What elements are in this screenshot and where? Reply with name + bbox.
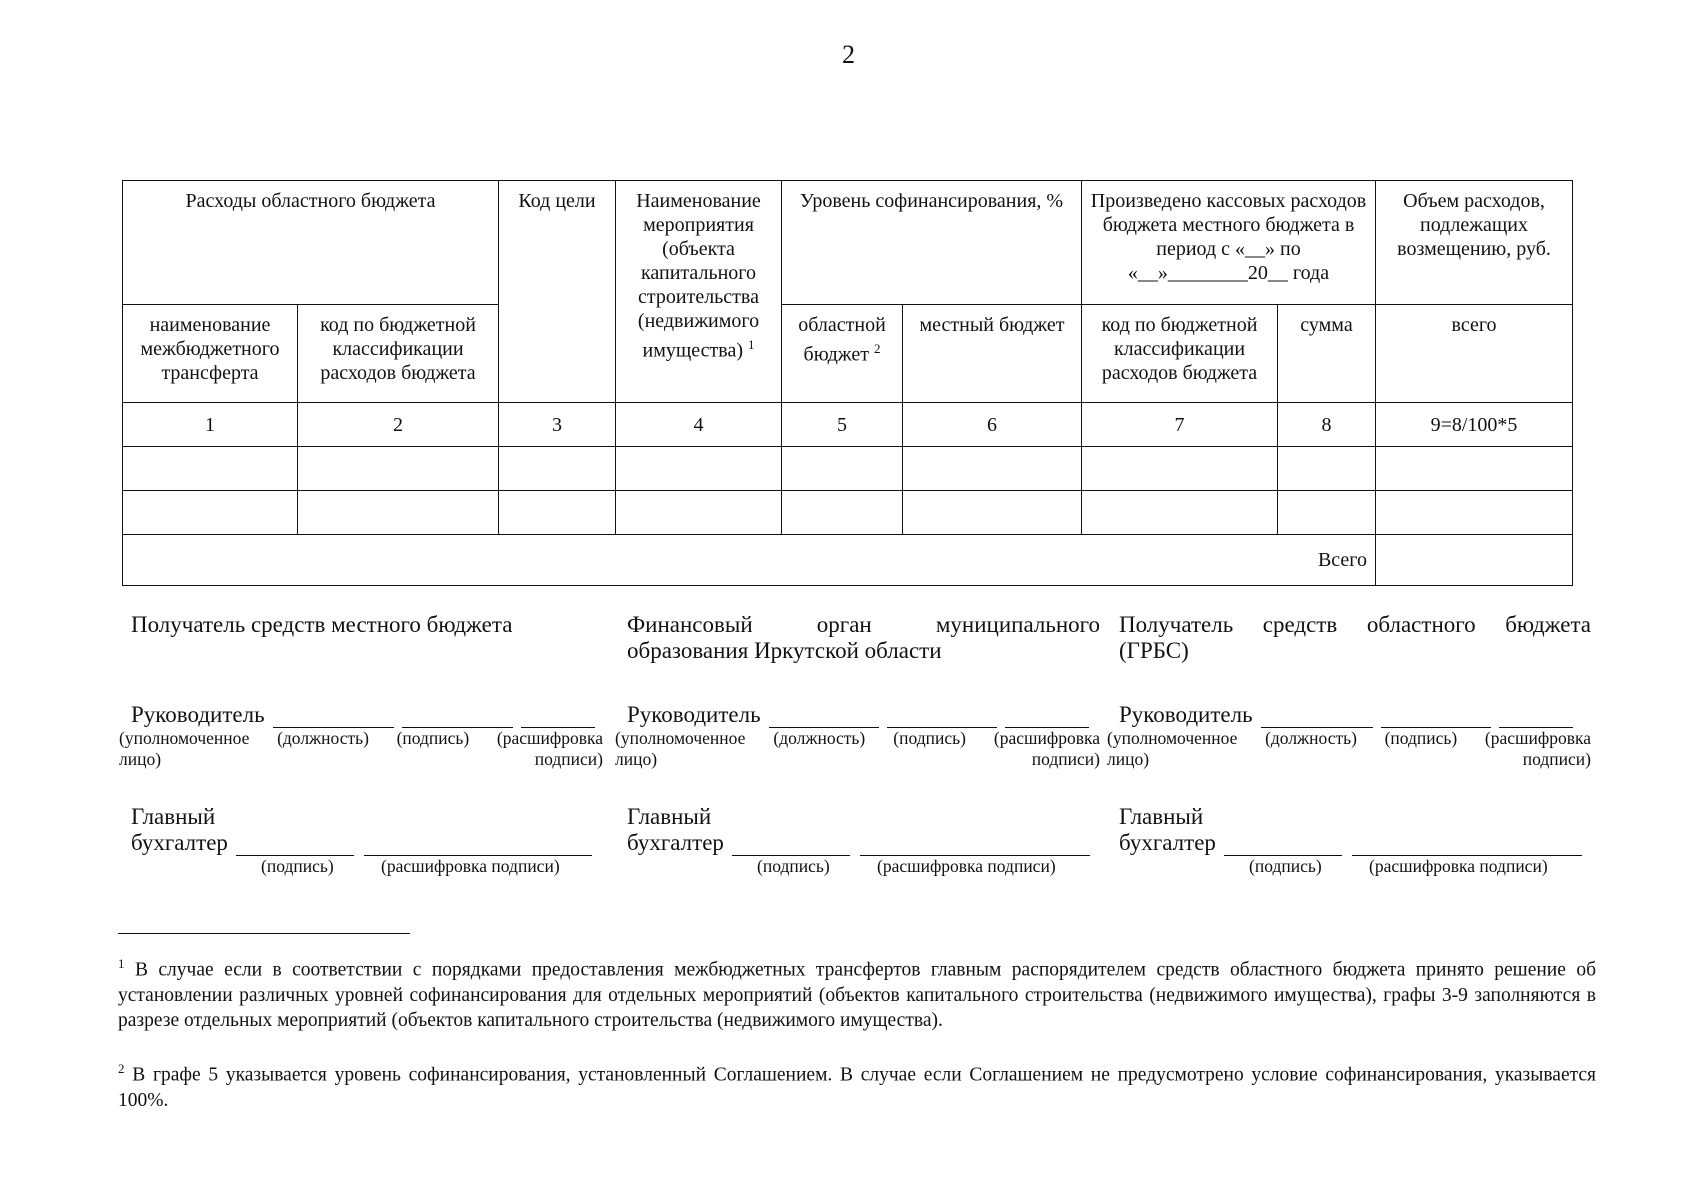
header-measure-name bbox=[616, 181, 782, 403]
role-head-label: Руководитель bbox=[1119, 702, 1253, 727]
label-signature: (подпись) bbox=[396, 728, 470, 748]
header-goal-code: Код цели bbox=[499, 181, 616, 403]
footnote-2 bbox=[118, 1056, 1596, 1113]
table-cell[interactable] bbox=[298, 491, 499, 535]
signature-line[interactable] bbox=[1381, 705, 1491, 728]
page-number: 2 bbox=[842, 40, 855, 69]
header-regional-budget-text: областной бюджет bbox=[798, 314, 886, 366]
label-transcript-2: подписи) bbox=[1522, 749, 1591, 769]
column-number: 7 bbox=[1082, 403, 1278, 447]
transcript-line[interactable] bbox=[860, 833, 1090, 856]
column-number: 4 bbox=[616, 403, 782, 447]
footnote-divider bbox=[118, 933, 410, 934]
table-cell[interactable] bbox=[903, 491, 1082, 535]
table-cell[interactable] bbox=[903, 447, 1082, 491]
footnote-ref-2: 2 bbox=[873, 341, 881, 356]
column-number: 3 bbox=[499, 403, 616, 447]
label-signature-transcript: (расшифровка подписи) bbox=[381, 856, 560, 876]
org-name: Финансовый орган муниципального образования Иркутской области bbox=[627, 612, 1100, 663]
role-chief-accountant-label-2: бухгалтер bbox=[1119, 830, 1216, 855]
role-chief-accountant-label-1: Главный bbox=[131, 804, 216, 829]
total-label: Всего bbox=[123, 535, 1376, 586]
column-number: 6 bbox=[903, 403, 1082, 447]
expenses-table bbox=[122, 180, 1573, 586]
table-cell[interactable] bbox=[782, 447, 903, 491]
header-expenses-regional: Расходы областного бюджета bbox=[123, 181, 499, 305]
label-transcript-2: подписи) bbox=[534, 749, 603, 769]
total-row bbox=[123, 535, 1573, 586]
header-transfer-name: наименование межбюджетного трансферта bbox=[123, 305, 298, 403]
column-number: 5 bbox=[782, 403, 903, 447]
table-cell[interactable] bbox=[123, 447, 298, 491]
label-authorized: (уполномоченное bbox=[119, 728, 250, 748]
role-chief-accountant-label-2: бухгалтер bbox=[627, 830, 724, 855]
header-budget-class-code: код по бюджетной классификации расходов бюджета bbox=[298, 305, 499, 403]
table-cell[interactable] bbox=[616, 491, 782, 535]
table-cell[interactable] bbox=[499, 447, 616, 491]
signature-line[interactable] bbox=[732, 833, 850, 856]
label-transcript: (расшифровка bbox=[993, 728, 1100, 748]
footnote-text: В случае если в соответствии с порядками предоставления межбюджетных трансфертов главным распорядителем средств областного бюджета принято решение об установлении различных уровней софинансирования для отдельных мероприятий (объектов капитального строительства (недвижимого имущества), графы 3-9 заполняются в разрезе отдельных мероприятий (объектов капитального строительства (недвижимого имущества). bbox=[118, 959, 1596, 1031]
label-transcript-2: подписи) bbox=[1031, 749, 1100, 769]
table-cell[interactable] bbox=[782, 491, 903, 535]
header-regional-budget bbox=[782, 305, 903, 403]
label-signature-transcript: (расшифровка подписи) bbox=[1369, 856, 1548, 876]
role-head-label: Руководитель bbox=[131, 702, 265, 727]
column-number: 1 bbox=[123, 403, 298, 447]
header-measure-name-text: Наименование мероприятия (объекта капитального строительства (недвижимого имущества) bbox=[636, 190, 761, 362]
label-person: лицо) bbox=[1107, 749, 1150, 769]
label-person: лицо) bbox=[119, 749, 162, 769]
label-signature: (подпись) bbox=[1249, 856, 1322, 876]
footnote-mark: 2 bbox=[118, 1061, 125, 1076]
table-cell[interactable] bbox=[1376, 447, 1573, 491]
transcript-line[interactable] bbox=[364, 833, 592, 856]
label-transcript: (расшифровка bbox=[1484, 728, 1591, 748]
label-signature: (подпись) bbox=[261, 856, 334, 876]
total-value-cell[interactable] bbox=[1376, 535, 1573, 586]
header-sum: сумма bbox=[1278, 305, 1376, 403]
header-budget-class-code-2: код по бюджетной классификации расходов бюджета bbox=[1082, 305, 1278, 403]
signature-line[interactable] bbox=[887, 705, 997, 728]
table-cell[interactable] bbox=[1278, 491, 1376, 535]
footnote-text: В графе 5 указывается уровень софинансирования, установленный Соглашением. В случае если Соглашением не предусмотрено условие софинансирования, указывается 100%. bbox=[118, 1064, 1596, 1111]
label-transcript: (расшифровка bbox=[496, 728, 603, 748]
table-row bbox=[123, 491, 1573, 535]
label-signature-transcript: (расшифровка подписи) bbox=[877, 856, 1056, 876]
transcript-line[interactable] bbox=[521, 705, 595, 728]
column-number: 8 bbox=[1278, 403, 1376, 447]
role-chief-accountant-label-1: Главный bbox=[627, 804, 712, 829]
footnote-ref-1: 1 bbox=[747, 337, 755, 352]
footnote-1 bbox=[118, 951, 1596, 1033]
column-number: 2 bbox=[298, 403, 499, 447]
table-cell[interactable] bbox=[1278, 447, 1376, 491]
table-cell[interactable] bbox=[298, 447, 499, 491]
header-local-budget: местный бюджет bbox=[903, 305, 1082, 403]
role-chief-accountant-label-2: бухгалтер bbox=[131, 830, 228, 855]
table-cell[interactable] bbox=[123, 491, 298, 535]
signature-block-local-recipient bbox=[119, 612, 603, 878]
footnote-mark: 1 bbox=[118, 956, 125, 971]
header-cash-expenses: Произведено кассовых расходов бюджета местного бюджета в период с «__» по «__»________20__ года bbox=[1082, 181, 1376, 305]
role-chief-accountant-label-1: Главный bbox=[1119, 804, 1204, 829]
position-line[interactable] bbox=[273, 705, 394, 728]
org-name: Получатель средств областного бюджета (ГРБС) bbox=[1119, 612, 1591, 663]
position-line[interactable] bbox=[769, 705, 879, 728]
transcript-line[interactable] bbox=[1005, 705, 1089, 728]
header-total: всего bbox=[1376, 305, 1573, 403]
header-cofinancing-level: Уровень софинансирования, % bbox=[782, 181, 1082, 305]
transcript-line[interactable] bbox=[1499, 705, 1573, 728]
table-cell[interactable] bbox=[1082, 447, 1278, 491]
role-head-label: Руководитель bbox=[627, 702, 761, 727]
table-cell[interactable] bbox=[499, 491, 616, 535]
signature-line[interactable] bbox=[236, 833, 354, 856]
label-position: (должность) bbox=[277, 728, 369, 748]
table-row bbox=[123, 447, 1573, 491]
table-cell[interactable] bbox=[1376, 491, 1573, 535]
label-position: (должность) bbox=[1265, 728, 1357, 748]
position-line[interactable] bbox=[1261, 705, 1373, 728]
signature-block-regional-recipient bbox=[1107, 612, 1591, 878]
label-person: лицо) bbox=[615, 749, 658, 769]
signature-block-financial-body bbox=[615, 612, 1100, 878]
label-authorized: (уполномоченное bbox=[615, 728, 746, 748]
label-signature: (подпись) bbox=[893, 728, 966, 748]
label-position: (должность) bbox=[773, 728, 866, 748]
label-signature: (подпись) bbox=[1384, 728, 1458, 748]
header-volume-expenses: Объем расходов, подлежащих возмещению, руб. bbox=[1376, 181, 1573, 305]
label-authorized: (уполномоченное bbox=[1107, 728, 1238, 748]
org-name: Получатель средств местного бюджета bbox=[131, 612, 513, 637]
column-numbers-row bbox=[123, 403, 1573, 447]
transcript-line[interactable] bbox=[1352, 833, 1582, 856]
column-number: 9=8/100*5 bbox=[1376, 403, 1573, 447]
signature-line[interactable] bbox=[402, 705, 513, 728]
table-cell[interactable] bbox=[1082, 491, 1278, 535]
table-cell[interactable] bbox=[616, 447, 782, 491]
label-signature: (подпись) bbox=[757, 856, 830, 876]
signature-line[interactable] bbox=[1224, 833, 1342, 856]
